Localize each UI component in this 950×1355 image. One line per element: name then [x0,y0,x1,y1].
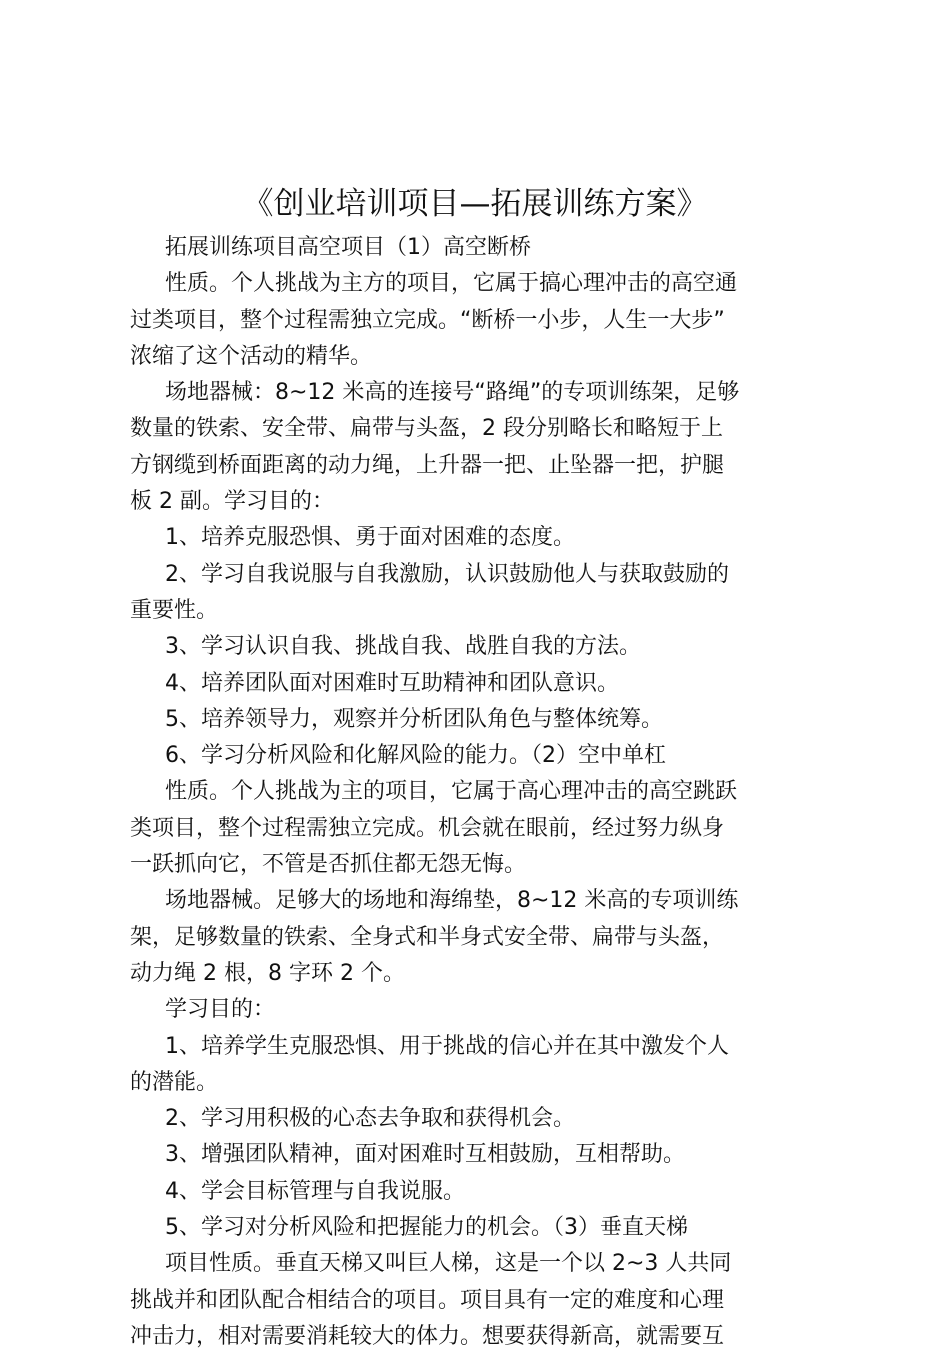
text-line: 冲击力，相对需要消耗较大的体力。想要获得新高，就需要互 [130,1323,725,1349]
text-line: 重要性。 [130,597,219,623]
text-line: 学习目的： [165,997,276,1023]
text-line: 5、培养领导力，观察并分析团队角色与整体统筹。 [165,706,663,732]
text-line: 2、学习自我说服与自我激励，认识鼓励他人与获取鼓励的 [165,561,729,587]
text-line: 5、学习对分析风险和把握能力的机会。（3）垂直天梯 [165,1215,688,1241]
document-title: 《创业培训项目—拓展训练方案》 [242,186,708,222]
text-line: 架，足够数量的铁索、全身式和半身式安全带、扁带与头盔， [130,924,725,950]
text-line: 4、培养团队面对困难时互助精神和团队意识。 [165,670,619,696]
document-body [130,230,830,1355]
text-line: 3、增强团队精神，面对困难时互相鼓励，互相帮助。 [165,1142,685,1168]
text-line: 场地器械：8~12 米高的连接号“路绳”的专项训练架，足够 [165,380,740,406]
text-line: 3、学习认识自我、挑战自我、战胜自我的方法。 [165,634,641,660]
text-line: 过类项目，整个过程需独立完成。“断桥一小步，人生一大步” [130,307,725,333]
text-line: 动力绳 2 根，8 字环 2 个。 [130,960,405,986]
text-line: 性质。个人挑战为主的项目，它属于高心理冲击的高空跳跃 [165,779,738,805]
text-line: 数量的铁索、安全带、扁带与头盔，2 段分别略长和略短于上 [130,416,723,442]
text-line: 项目性质。垂直天梯又叫巨人梯，这是一个以 2~3 人共同 [165,1251,732,1277]
text-line: 4、学会目标管理与自我说服。 [165,1178,465,1204]
text-line: 的潜能。 [130,1069,219,1095]
text-line: 挑战并和团队配合相结合的项目。项目具有一定的难度和心理 [130,1287,725,1313]
text-line: 场地器械。足够大的场地和海绵垫，8~12 米高的专项训练 [165,888,739,914]
text-line: 类项目，整个过程需独立完成。机会就在眼前，经过努力纵身 [130,815,725,841]
text-line: 方钢缆到桥面距离的动力绳，上升器一把、止坠器一把，护腿 [130,452,725,478]
text-line: 2、学习用积极的心态去争取和获得机会。 [165,1106,575,1132]
text-line: 拓展训练项目高空项目（1）高空断桥 [165,235,531,260]
text-line: 一跃抓向它，不管是否抓住都无怨无悔。 [130,852,527,878]
text-line: 6、学习分析风险和化解风险的能力。（2）空中单杠 [165,743,666,769]
text-line: 1、培养学生克服恐惧、用于挑战的信心并在其中激发个人 [165,1033,729,1059]
text-line: 性质。个人挑战为主方的项目，它属于搞心理冲击的高空通 [165,271,738,297]
text-line: 浓缩了这个活动的精华。 [130,343,373,369]
text-line: 1、培养克服恐惧、勇于面对困难的态度。 [165,525,575,551]
text-line: 板 2 副。学习目的： [130,489,334,515]
